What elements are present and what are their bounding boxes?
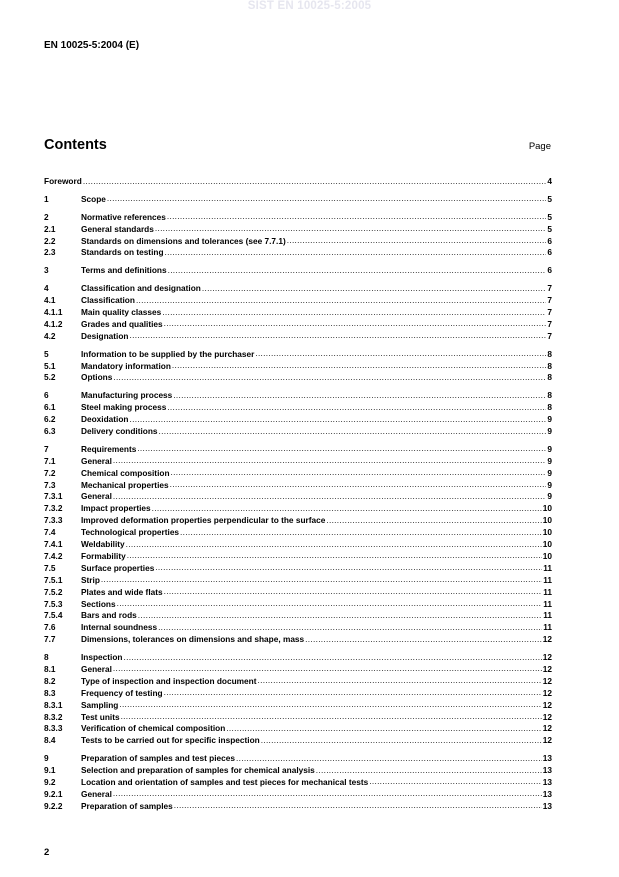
toc-entry-title: Dimensions, tolerances on dimensions and shape, mass — [81, 634, 305, 645]
toc-entry[interactable] — [44, 622, 552, 634]
dot-leader — [83, 176, 547, 188]
document-id: EN 10025-5:2004 (E) — [44, 40, 140, 51]
dot-leader — [170, 479, 547, 491]
toc-entry-number: 6.2 — [44, 414, 56, 425]
toc-entry-title: Tests to be carried out for specific inspection — [81, 735, 260, 746]
dot-leader — [162, 307, 546, 319]
dot-leader — [316, 765, 542, 777]
toc-entry-page: 9 — [547, 491, 552, 502]
toc-entry-page: 12 — [542, 687, 552, 698]
toc-entry-title: Verification of chemical composition — [81, 723, 226, 734]
toc-entry-title: Terms and definitions — [81, 265, 167, 276]
toc-entry[interactable] — [44, 283, 552, 295]
toc-entry-number: 8.1 — [44, 663, 56, 674]
dot-leader — [305, 634, 542, 646]
toc-entry[interactable] — [44, 468, 552, 480]
toc-entry[interactable] — [44, 527, 552, 539]
toc-entry-page: 7 — [547, 330, 552, 341]
dot-leader — [136, 295, 546, 307]
toc-entry[interactable] — [44, 700, 552, 712]
toc-entry-page: 10 — [542, 527, 552, 538]
toc-entry[interactable] — [44, 456, 552, 468]
toc-entry-number: 7.1 — [44, 455, 56, 466]
toc-entry[interactable] — [44, 587, 552, 599]
toc-entry-title: Main quality classes — [81, 307, 162, 318]
dot-leader — [107, 193, 546, 205]
toc-entry-title: Preparation of samples and test pieces — [81, 753, 236, 764]
toc-entry[interactable] — [44, 212, 552, 224]
toc-entry-title: Standards on testing — [81, 247, 164, 258]
dot-leader — [174, 800, 542, 812]
toc-entry-title: Test units — [81, 711, 120, 722]
toc-entry-number: 8.3.1 — [44, 699, 63, 710]
toc-entry[interactable] — [44, 224, 552, 236]
toc-entry-number: 2.1 — [44, 223, 56, 234]
dot-leader — [113, 663, 542, 675]
dot-leader — [155, 223, 547, 235]
toc-entry-number: 9.2.2 — [44, 800, 63, 811]
toc-entry-title: Normative references — [81, 211, 166, 222]
toc-entry-title: Standards on dimensions and tolerances (see 7.7.1) — [81, 235, 286, 246]
toc-entry-title: General — [81, 455, 112, 466]
toc-entry-title: Inspection — [81, 652, 123, 663]
toc-entry[interactable] — [44, 676, 552, 688]
dot-leader — [129, 330, 546, 342]
dot-leader — [168, 265, 547, 277]
toc-entry-page: 11 — [543, 598, 552, 609]
toc-entry[interactable] — [44, 753, 552, 765]
toc-entry-title: Classification — [81, 295, 135, 306]
dot-leader — [152, 503, 542, 515]
dot-leader — [165, 247, 547, 259]
toc-entry[interactable] — [44, 539, 552, 551]
toc-entry-number: 4.1.2 — [44, 318, 63, 329]
toc-entry-title: Deoxidation — [81, 414, 129, 425]
toc-entry-number: 5 — [44, 348, 49, 359]
toc-entry-title: Chemical composition — [81, 467, 170, 478]
dot-leader — [113, 455, 546, 467]
toc-entry-title: General — [81, 788, 112, 799]
toc-entry-number: 4.1.1 — [44, 307, 63, 318]
toc-entry-number: 5.1 — [44, 360, 56, 371]
toc-entry-page: 9 — [547, 467, 552, 478]
dot-leader — [226, 723, 541, 735]
toc-entry-number: 5.2 — [44, 372, 56, 383]
dot-leader — [158, 622, 542, 634]
toc-entry[interactable] — [44, 444, 552, 456]
toc-entry-number: 4.2 — [44, 330, 56, 341]
toc-entry-page: 8 — [547, 372, 552, 383]
toc-entry-number: 7.4 — [44, 527, 56, 538]
dot-leader — [164, 687, 542, 699]
toc-entry-number: 6 — [44, 390, 49, 401]
toc-entry-number: 2.3 — [44, 247, 56, 258]
toc-entry-page: 13 — [542, 800, 552, 811]
toc-entry-page: 12 — [542, 652, 552, 663]
toc-entry-page: 5 — [547, 193, 552, 204]
dot-leader — [236, 753, 542, 765]
toc-entry[interactable] — [44, 194, 552, 206]
toc-entry-title: Impact properties — [81, 503, 151, 514]
toc-entry-page: 13 — [542, 788, 552, 799]
toc-entry[interactable] — [44, 265, 552, 277]
toc-entry-number: 7.2 — [44, 467, 56, 478]
toc-entry[interactable] — [44, 664, 552, 676]
toc-entry[interactable] — [44, 634, 552, 646]
toc-entry[interactable] — [44, 402, 552, 414]
toc-entry[interactable] — [44, 349, 552, 361]
toc-entry-title: Selection and preparation of samples for chemical analysis — [81, 765, 315, 776]
toc-entry[interactable] — [44, 480, 552, 492]
dot-leader — [155, 562, 542, 574]
toc-entry-page: 11 — [543, 622, 552, 633]
toc-entry-page: 12 — [542, 699, 552, 710]
toc-entry-number: 7.7 — [44, 634, 56, 645]
toc-entry-number: 7.3 — [44, 479, 56, 490]
dot-leader — [124, 652, 542, 664]
toc-entry-page: 8 — [547, 360, 552, 371]
toc-entry-page: 12 — [542, 675, 552, 686]
toc-entry-page: 9 — [547, 455, 552, 466]
toc-entry[interactable] — [44, 712, 552, 724]
contents-heading: Contents — [44, 137, 107, 153]
toc-entry-page: 10 — [542, 515, 552, 526]
dot-leader — [101, 574, 542, 586]
toc-entry-page: 12 — [542, 663, 552, 674]
toc-entry-title: Surface properties — [81, 562, 155, 573]
toc-entry-page: 7 — [547, 307, 552, 318]
toc-entry-number: 2 — [44, 211, 49, 222]
toc-entry-page: 11 — [543, 574, 552, 585]
page-column-label: Page — [528, 141, 551, 152]
dot-leader — [202, 283, 547, 295]
dot-leader — [138, 610, 542, 622]
toc-entry-number: 4 — [44, 283, 49, 294]
toc-entry[interactable] — [44, 575, 552, 587]
toc-entry-title: Internal soundness — [81, 622, 158, 633]
toc-entry-page: 4 — [547, 176, 552, 186]
toc-entry-number: 9.1 — [44, 765, 56, 776]
toc-entry[interactable] — [44, 491, 552, 503]
toc-entry[interactable] — [44, 307, 552, 319]
toc-entry-title: Manufacturing process — [81, 390, 173, 401]
toc-entry-title: Weldability — [81, 539, 125, 550]
toc-entry[interactable] — [44, 426, 552, 438]
toc-entry-title: Steel making process — [81, 402, 167, 413]
toc-entry[interactable] — [44, 765, 552, 777]
toc-entry[interactable] — [44, 236, 552, 248]
toc-entry-number: 7.3.2 — [44, 503, 63, 514]
toc-entry[interactable] — [44, 735, 552, 747]
toc-entry[interactable] — [44, 551, 552, 563]
toc-entry-title: Mechanical properties — [81, 479, 169, 490]
toc-entry-number: 9.2 — [44, 776, 56, 787]
toc-entry-title: Type of inspection and inspection document — [81, 675, 257, 686]
dot-leader — [167, 402, 546, 414]
toc-entry-page: 5 — [547, 211, 552, 222]
toc-entry-page: 9 — [547, 426, 552, 437]
toc-entry-title: Foreword — [44, 176, 82, 186]
toc-entry-number: 9 — [44, 753, 49, 764]
toc-entry-number: 8.4 — [44, 735, 56, 746]
toc-entry-page: 6 — [547, 265, 552, 276]
toc-entry-title: Scope — [81, 193, 106, 204]
toc-entry-title: Plates and wide flats — [81, 586, 163, 597]
toc-entry-number: 2.2 — [44, 235, 56, 246]
dot-leader — [164, 586, 543, 598]
toc-entry[interactable] — [44, 176, 552, 188]
toc-entry-number: 7 — [44, 443, 49, 454]
toc-entry-page: 9 — [547, 479, 552, 490]
toc-entry-title: Information to be supplied by the purchaser — [81, 348, 255, 359]
toc-entry-title: Location and orientation of samples and test pieces for mechanical tests — [81, 776, 369, 787]
toc-entry-number: 7.3.3 — [44, 515, 63, 526]
toc-entry-page: 12 — [542, 711, 552, 722]
dot-leader — [257, 675, 541, 687]
toc-entry-number: 8.3.3 — [44, 723, 63, 734]
toc-entry-page: 8 — [547, 402, 552, 413]
dot-leader — [287, 235, 547, 247]
toc-entry-title: Requirements — [81, 443, 137, 454]
toc-entry[interactable] — [44, 390, 552, 402]
toc-entry-title: Preparation of samples — [81, 800, 173, 811]
toc-entry-page: 8 — [547, 348, 552, 359]
toc-entry-title: Options — [81, 372, 113, 383]
toc-entry[interactable] — [44, 610, 552, 622]
dot-leader — [119, 699, 541, 711]
toc-entry-page: 10 — [542, 539, 552, 550]
toc-entry[interactable] — [44, 503, 552, 515]
toc-entry-page: 13 — [542, 765, 552, 776]
toc-entry-number: 7.5.3 — [44, 598, 63, 609]
dot-leader — [326, 515, 541, 527]
toc-entry-title: Frequency of testing — [81, 687, 163, 698]
toc-entry-title: Sections — [81, 598, 116, 609]
dot-leader — [173, 390, 546, 402]
toc-entry[interactable] — [44, 319, 552, 331]
dot-leader — [167, 211, 547, 223]
dot-leader — [261, 735, 542, 747]
toc-entry-number: 7.5.1 — [44, 574, 63, 585]
toc-entry-page: 12 — [542, 634, 552, 645]
dot-leader — [180, 527, 542, 539]
dot-leader — [113, 788, 542, 800]
toc-entry-number: 8.3 — [44, 687, 56, 698]
toc-entry-page: 11 — [543, 586, 552, 597]
toc-entry-number: 7.3.1 — [44, 491, 63, 502]
toc-entry[interactable] — [44, 789, 552, 801]
toc-entry-title: General — [81, 491, 112, 502]
dot-leader — [113, 491, 546, 503]
toc-entry-title: Designation — [81, 330, 129, 341]
toc-entry-page: 5 — [547, 223, 552, 234]
toc-entry-page: 9 — [547, 414, 552, 425]
toc-entry-number: 8.3.2 — [44, 711, 63, 722]
toc-entry-page: 13 — [542, 776, 552, 787]
dot-leader — [137, 443, 546, 455]
toc-entry[interactable] — [44, 723, 552, 735]
toc-entry[interactable] — [44, 599, 552, 611]
toc-entry-page: 7 — [547, 283, 552, 294]
toc-entry-title: General — [81, 663, 112, 674]
toc-entry-title: Bars and rods — [81, 610, 137, 621]
toc-entry-page: 12 — [542, 723, 552, 734]
toc-entry[interactable] — [44, 372, 552, 384]
toc-entry-page: 7 — [547, 295, 552, 306]
toc-entry[interactable] — [44, 777, 552, 789]
toc-entry-title: Formability — [81, 550, 126, 561]
toc-entry[interactable] — [44, 361, 552, 373]
toc-entry-page: 7 — [547, 318, 552, 329]
toc-entry-number: 7.6 — [44, 622, 56, 633]
toc-entry[interactable] — [44, 331, 552, 343]
toc-entry-number: 7.4.1 — [44, 539, 63, 550]
dot-leader — [171, 467, 547, 479]
dot-leader — [127, 550, 542, 562]
toc-entry-number: 1 — [44, 193, 49, 204]
toc-entry[interactable] — [44, 801, 552, 813]
toc-entry-page: 8 — [547, 390, 552, 401]
toc-entry-title: Technological properties — [81, 527, 180, 538]
dot-leader — [126, 539, 542, 551]
toc-entry-page: 10 — [542, 550, 552, 561]
toc-entry-number: 7.5.2 — [44, 586, 63, 597]
toc-entry-number: 6.3 — [44, 426, 56, 437]
toc-entry-number: 6.1 — [44, 402, 56, 413]
dot-leader — [255, 348, 546, 360]
toc-entry-page: 13 — [542, 753, 552, 764]
toc-entry-page: 11 — [543, 610, 552, 621]
toc-entry-number: 8.2 — [44, 675, 56, 686]
dot-leader — [164, 318, 547, 330]
toc-entry-page: 12 — [542, 735, 552, 746]
toc-entry-title: Sampling — [81, 699, 119, 710]
page-number: 2 — [44, 847, 50, 858]
toc-entry-page: 11 — [543, 562, 552, 573]
toc-entry[interactable] — [44, 295, 552, 307]
toc-entry-number: 7.4.2 — [44, 550, 63, 561]
toc-entry-title: General standards — [81, 223, 154, 234]
dot-leader — [113, 372, 546, 384]
toc-entry[interactable] — [44, 563, 552, 575]
toc-entry-number: 3 — [44, 265, 49, 276]
toc-entry-title: Strip — [81, 574, 100, 585]
dot-leader — [159, 426, 547, 438]
toc-entry[interactable] — [44, 688, 552, 700]
toc-entry-title: Delivery conditions — [81, 426, 158, 437]
toc-entry-number: 7.5 — [44, 562, 56, 573]
dot-leader — [117, 598, 543, 610]
toc-entry-number: 8 — [44, 652, 49, 663]
watermark: SIST EN 10025-5:2005 — [247, 0, 372, 12]
dot-leader — [172, 360, 546, 372]
dot-leader — [121, 711, 542, 723]
toc-entry-number: 9.2.1 — [44, 788, 63, 799]
toc-entry-page: 6 — [547, 235, 552, 246]
toc-entry[interactable] — [44, 652, 552, 664]
toc-entry-page: 9 — [547, 443, 552, 454]
toc-entry[interactable] — [44, 515, 552, 527]
toc-entry[interactable] — [44, 414, 552, 426]
toc-entry-number: 4.1 — [44, 295, 56, 306]
table-of-contents — [44, 176, 552, 813]
dot-leader — [369, 776, 542, 788]
dot-leader — [129, 414, 546, 426]
toc-entry-title: Mandatory information — [81, 360, 171, 371]
toc-entry-title: Improved deformation properties perpendicular to the surface — [81, 515, 326, 526]
toc-entry-page: 6 — [547, 247, 552, 258]
toc-entry-page: 10 — [542, 503, 552, 514]
toc-entry[interactable] — [44, 247, 552, 259]
toc-entry-number: 7.5.4 — [44, 610, 63, 621]
toc-entry-title: Grades and qualities — [81, 318, 163, 329]
toc-entry-title: Classification and designation — [81, 283, 201, 294]
